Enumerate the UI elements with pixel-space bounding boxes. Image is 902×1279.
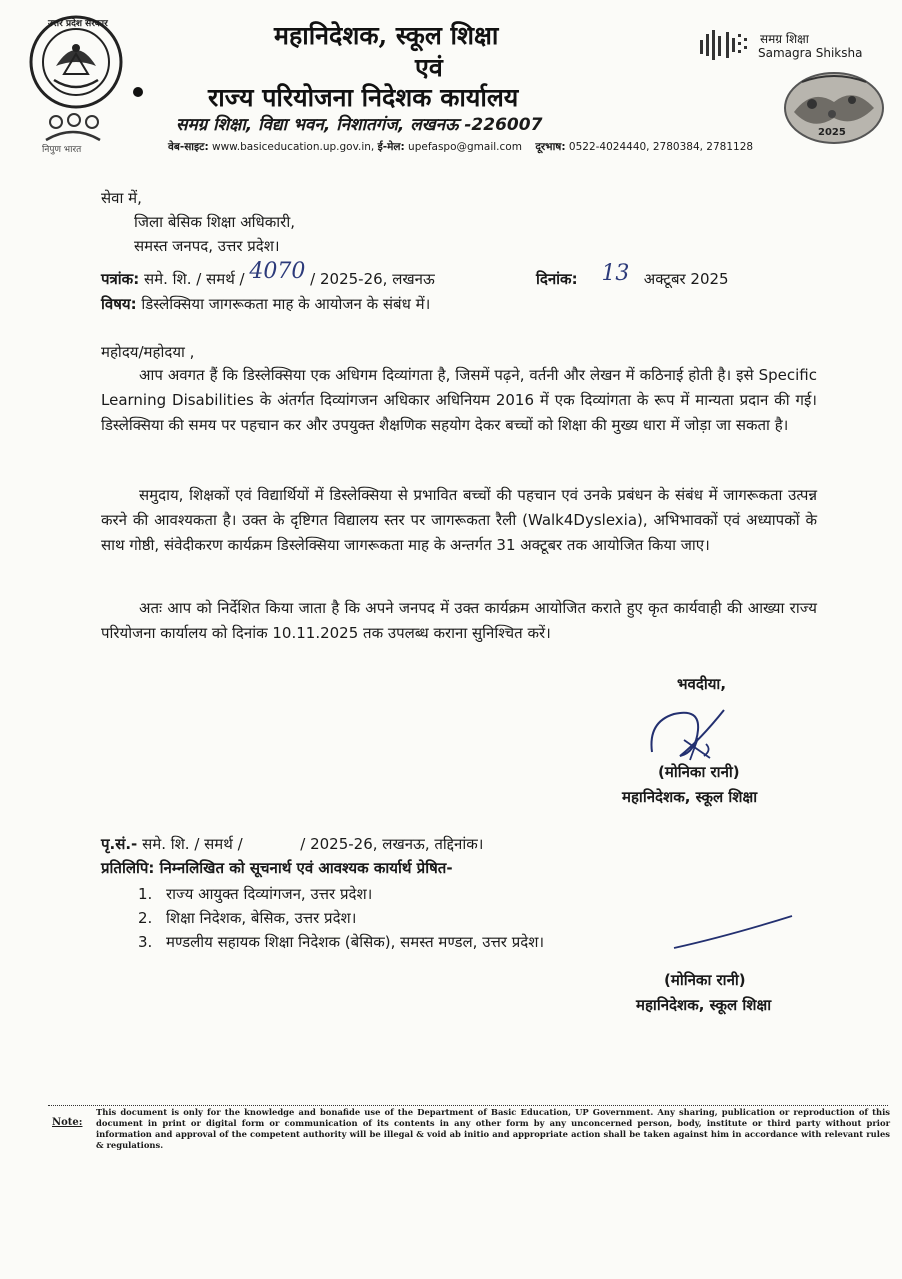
subject-text: डिस्लेक्सिया जागरूकता माह के आयोजन के संबंध में। [141, 295, 431, 313]
list-item-text: राज्य आयुक्त दिव्यांगजन, उत्तर प्रदेश। [166, 885, 373, 903]
footer-note-label: Note: [52, 1117, 83, 1128]
initial-stroke [668, 910, 798, 954]
phone-label: दूरभाष: [535, 141, 566, 153]
signatory-designation-2: महानिदेशक, स्कूल शिक्षा [636, 996, 772, 1014]
website-label: वेब-साइट: [168, 141, 209, 153]
list-item [138, 882, 544, 906]
copy-heading: प्रतिलिपि: निम्नलिखित को सूचनार्थ एवं आवश्यक कार्यार्थ प्रेषित- [101, 859, 453, 877]
header-title-line1: महानिदेशक, स्कूल शिक्षा [274, 21, 499, 50]
date-day: 13 [601, 261, 630, 286]
copy-ref-label: पृ.सं.- [101, 835, 138, 853]
reference-suffix: / 2025-26, लखनऊ [310, 270, 435, 288]
list-item-number: 3. [138, 933, 153, 951]
samagra-shiksha-logo-icon [696, 28, 754, 64]
date-label: दिनांक: [536, 270, 578, 288]
badge-year: 2025 [818, 127, 846, 138]
list-item-number: 2. [138, 909, 153, 927]
logo-caption: निपुण भारत [42, 145, 82, 155]
recipient-salutation: सेवा में, [101, 189, 142, 207]
signatory-name: (मोनिका रानी) [658, 763, 740, 781]
punch-dot [133, 87, 143, 97]
contact-line [168, 140, 753, 154]
nipun-bharat-logo [38, 110, 108, 144]
greeting: महोदय/महोदया , [101, 343, 195, 361]
subject-label: विषय: [101, 295, 137, 313]
list-item-text: शिक्षा निदेशक, बेसिक, उत्तर प्रदेश। [166, 909, 357, 927]
list-item [138, 930, 544, 954]
reference-label: पत्रांक: [101, 270, 140, 288]
email-label: ई-मेल: [377, 141, 405, 153]
list-item [138, 906, 544, 930]
email: upefaspo@gmail.com [408, 141, 522, 153]
date-rest: अक्टूबर 2025 [643, 270, 729, 288]
signatory-name-2: (मोनिका रानी) [664, 971, 746, 989]
date-line [536, 261, 729, 291]
letterhead [0, 0, 902, 160]
header-title-line2: एवं [415, 53, 443, 82]
list-item-text: मण्डलीय सहायक शिक्षा निदेशक (बेसिक), समस्त मण्डल, उत्तर प्रदेश। [166, 933, 545, 951]
samagra-hindi: समग्र शिक्षा [760, 32, 809, 46]
header-title-line3: राज्य परियोजना निदेशक कार्यालय [208, 83, 519, 112]
footer-note-text: This document is only for the knowledge and bonafide use of the Department of Basic Education, UP Government. Any sharing, publication or reproduction of this document in print or digital form or communication of its contents in any other form by any unconcerned person, body, institute or third party without prior information and approval of the competent authority will be illegal & void ab initio and appropriate action shall be taken against him in accordance with relevant rules & regulations. [96, 1107, 890, 1150]
recipient-line1: जिला बेसिक शिक्षा अधिकारी, [134, 213, 295, 231]
reference-number: 4070 [249, 259, 306, 284]
reference-line [101, 259, 435, 291]
emblem-text: उत्तर प्रदेश सरकार [48, 19, 108, 29]
body-paragraph-2: समुदाय, शिक्षकों एवं विद्यार्थियों में डिस्लेक्सिया से प्रभावित बच्चों की पहचान एवं उनके प्रबंधन के संबंध में जागरूकता उत्पन्न करने की आवश्यकता है। उक्त के दृष्टिगत विद्यालय स्तर पर जागरूकता रैली (Walk4Dyslexia), अभिभावकों एवं अध्यापकों के साथ गोष्ठी, संवेदीकरण कार्यक्रम डिस्लेक्सिया जागरूकता माह के अन्तर्गत 31 अक्टूबर तक आयोजित किया जाए। [101, 486, 817, 554]
recipient-line2: समस्त जनपद, उत्तर प्रदेश। [134, 237, 280, 255]
body-paragraph-3: अतः आप को निर्देशित किया जाता है कि अपने जनपद में उक्त कार्यक्रम आयोजित कराते हुए कृत कार्यवाही की आख्या राज्य परियोजना कार्यालय को दिनांक 10.11.2025 तक उपलब्ध कराना सुनिश्चित करें। [101, 599, 817, 642]
samagra-english: Samagra Shiksha [758, 46, 863, 60]
copy-ref-suffix: / 2025-26, लखनऊ, तद्दिनांक। [300, 835, 484, 853]
footer-divider [48, 1105, 888, 1106]
office-address: समग्र शिक्षा, विद्या भवन, निशातगंज, लखनऊ -226007 [176, 115, 543, 135]
copy-ref-prefix: समे. शि. / समर्थ / [142, 835, 243, 853]
copy-reference-line [101, 832, 483, 856]
closing: भवदीया, [677, 675, 727, 693]
reference-prefix: समे. शि. / समर्थ / [144, 270, 245, 288]
website: www.basiceducation.up.gov.in, [212, 141, 375, 153]
list-item-number: 1. [138, 885, 153, 903]
signatory-designation: महानिदेशक, स्कूल शिक्षा [622, 788, 758, 806]
subject-line [101, 292, 430, 316]
body-paragraph-1: आप अवगत हैं कि डिस्लेक्सिया एक अधिगम दिव्यांगता है, जिसमें पढ़ने, वर्तनी और लेखन में कठिनाई होती है। इसे Specific Learning Disabilities के अंतर्गत दिव्यांगजन अधिकार अधिनियम 2016 में एक दिव्यांगता के रूप में मान्यता प्रदान की गई। डिस्लेक्सिया की समय पर पहचान कर और उपयुक्त शैक्षणिक सहयोग देकर बच्चों को शिक्षा की मुख्य धारा में जोड़ा जा सकता है। [101, 366, 817, 434]
copy-list [138, 882, 544, 954]
phone: 0522-4024440, 2780384, 2781128 [568, 141, 754, 153]
